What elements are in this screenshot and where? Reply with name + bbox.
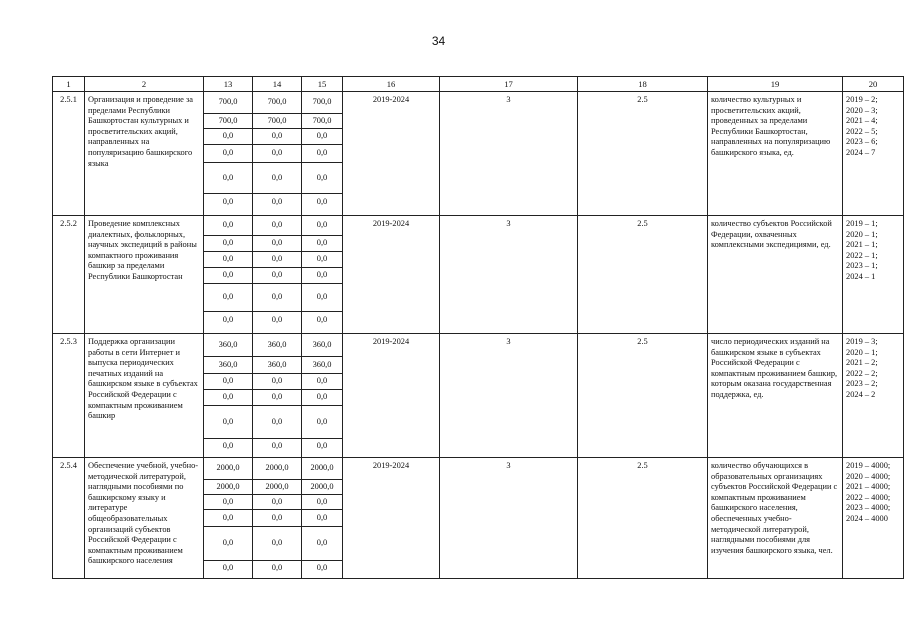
funding-value: 0,0 (302, 526, 342, 560)
funding-value: 700,0 (253, 113, 301, 128)
funding-value: 0,0 (302, 235, 342, 251)
target-line: 2019 – 4000; (846, 461, 891, 470)
target-line: 2024 – 4000 (846, 513, 888, 523)
column-18-value: 2.5 (578, 334, 708, 458)
funding-values (253, 92, 301, 211)
funding-value: 0,0 (204, 251, 252, 267)
funding-values (302, 216, 342, 329)
funding-value: 0,0 (253, 251, 301, 267)
header-cell: 17 (440, 77, 578, 92)
funding-value: 0,0 (204, 494, 252, 509)
funding-value: 0,0 (253, 283, 301, 311)
column-17-value: 3 (440, 92, 578, 216)
funding-value: 0,0 (204, 162, 252, 193)
header-cell: 15 (302, 77, 343, 92)
funding-value: 0,0 (204, 193, 252, 211)
funding-value: 0,0 (204, 235, 252, 251)
funding-value: 2000,0 (253, 479, 301, 494)
row-number: 2.5.1 (53, 92, 85, 216)
implementation-period: 2019-2024 (343, 216, 440, 334)
funding-value: 0,0 (302, 283, 342, 311)
funding-value: 0,0 (302, 311, 342, 329)
target-line: 2020 – 1; (846, 347, 878, 357)
funding-column-13 (204, 458, 253, 579)
funding-value: 360,0 (253, 356, 301, 373)
target-line: 2020 – 4000; (846, 471, 891, 481)
funding-value: 2000,0 (204, 479, 252, 494)
row-number: 2.5.3 (53, 334, 85, 458)
funding-value: 0,0 (204, 144, 252, 162)
target-line: 2022 – 5; (846, 126, 878, 136)
implementation-period: 2019-2024 (343, 458, 440, 579)
target-line: 2021 – 4000; (846, 482, 891, 492)
funding-value: 360,0 (218, 339, 238, 349)
target-line: 2022 – 2; (846, 368, 878, 378)
funding-value: 360,0 (302, 356, 342, 373)
funding-value: 0,0 (302, 251, 342, 267)
funding-value: 0,0 (271, 220, 283, 230)
funding-value: 0,0 (302, 128, 342, 144)
target-line: 2021 – 2; (846, 358, 878, 368)
funding-value: 0,0 (204, 509, 252, 526)
target-line: 2019 – 1; (846, 219, 878, 228)
funding-value: 0,0 (253, 162, 301, 193)
funding-column-13 (204, 92, 253, 216)
funding-value: 360,0 (204, 356, 252, 373)
funding-value: 0,0 (204, 373, 252, 389)
funding-value: 700,0 (302, 113, 342, 128)
funding-values (302, 334, 342, 453)
target-line: 2023 – 4000; (846, 503, 891, 513)
target-line: 2022 – 4000; (846, 492, 891, 502)
funding-value: 0,0 (204, 311, 252, 329)
funding-value: 0,0 (204, 405, 252, 438)
funding-value: 0,0 (302, 438, 342, 453)
funding-value: 0,0 (204, 283, 252, 311)
table-row (53, 334, 904, 458)
funding-value: 2000,0 (310, 463, 334, 473)
header-cell: 16 (343, 77, 440, 92)
funding-value: 0,0 (302, 405, 342, 438)
funding-value: 360,0 (312, 339, 332, 349)
target-line: 2021 – 4; (846, 116, 878, 126)
column-18-value: 2.5 (578, 92, 708, 216)
funding-value: 0,0 (253, 373, 301, 389)
column-17-value: 3 (440, 458, 578, 579)
header-cell: 2 (85, 77, 204, 92)
funding-value: 0,0 (204, 526, 252, 560)
target-line: 2020 – 1; (846, 229, 878, 239)
measure-title: Проведение комплексных диалектных, фольклорных, научных экспедиций в районы компактного проживания башкир за пределами Республики Башкортостан (85, 216, 204, 334)
funding-value: 0,0 (222, 220, 234, 230)
funding-value: 2000,0 (265, 463, 289, 473)
funding-column-13 (204, 216, 253, 334)
funding-value: 700,0 (204, 113, 252, 128)
funding-value: 0,0 (253, 560, 301, 576)
funding-column-15 (302, 92, 343, 216)
funding-values (204, 92, 252, 211)
funding-value: 700,0 (218, 97, 238, 107)
header-cell: 20 (843, 77, 904, 92)
funding-value: 0,0 (204, 389, 252, 405)
funding-value: 0,0 (204, 267, 252, 283)
funding-value: 0,0 (253, 438, 301, 453)
target-values (843, 216, 904, 334)
program-table (52, 76, 904, 579)
funding-value: 0,0 (302, 373, 342, 389)
funding-column-14 (253, 334, 302, 458)
indicator-text: количество обучающихся в образовательных организациях субъектов Российской Федерации с компактным проживанием башкирского населения, обеспеченных учебно-методической литературой, наглядными пособиями для изучения башкирского языка, чел. (708, 458, 843, 579)
page-number: 34 (431, 34, 446, 48)
funding-value: 0,0 (253, 494, 301, 509)
table-row (53, 92, 904, 216)
funding-value: 0,0 (316, 220, 328, 230)
funding-value: 0,0 (253, 526, 301, 560)
funding-value: 0,0 (253, 389, 301, 405)
header-cell: 14 (253, 77, 302, 92)
funding-values (204, 216, 252, 329)
column-17-value: 3 (440, 334, 578, 458)
target-line: 2022 – 1; (846, 250, 878, 260)
funding-value: 0,0 (302, 267, 342, 283)
header-cell: 13 (204, 77, 253, 92)
funding-column-14 (253, 216, 302, 334)
column-17-value: 3 (440, 216, 578, 334)
column-18-value: 2.5 (578, 216, 708, 334)
target-line: 2023 – 2; (846, 379, 878, 389)
header-row (53, 77, 904, 92)
funding-value: 700,0 (312, 97, 332, 107)
target-line: 2019 – 3; (846, 337, 878, 346)
funding-values (204, 334, 252, 453)
funding-values (302, 458, 342, 576)
indicator-text: количество субъектов Российской Федерации, охваченных комплексными экспедициями, ед. (708, 216, 843, 334)
funding-value: 2000,0 (216, 463, 240, 473)
target-line: 2023 – 6; (846, 137, 878, 147)
target-line: 2024 – 2 (846, 389, 876, 399)
indicator-text: число периодических изданий на башкирском языке в субъектах Российской Федерации с компактным проживанием башкир, которым оказана государственная поддержка, ед. (708, 334, 843, 458)
indicator-text: количество культурных и просветительских акций, проведенных за пределами Республики Башкортостан, направленных на популяризацию башкирского языка, ед. (708, 92, 843, 216)
funding-column-13 (204, 334, 253, 458)
header-cell: 1 (53, 77, 85, 92)
funding-column-15 (302, 334, 343, 458)
target-line: 2021 – 1; (846, 240, 878, 250)
funding-value: 0,0 (253, 128, 301, 144)
funding-column-15 (302, 458, 343, 579)
row-number: 2.5.2 (53, 216, 85, 334)
funding-value: 0,0 (302, 162, 342, 193)
funding-value: 0,0 (302, 144, 342, 162)
header-cell: 19 (708, 77, 843, 92)
target-values (843, 458, 904, 579)
target-values (843, 334, 904, 458)
funding-value: 2000,0 (302, 479, 342, 494)
funding-value: 0,0 (302, 389, 342, 405)
funding-value: 0,0 (253, 509, 301, 526)
implementation-period: 2019-2024 (343, 92, 440, 216)
funding-value: 0,0 (204, 438, 252, 453)
target-line: 2019 – 2; (846, 95, 878, 104)
funding-column-15 (302, 216, 343, 334)
funding-values (204, 458, 252, 576)
funding-value: 0,0 (253, 311, 301, 329)
funding-value: 0,0 (302, 193, 342, 211)
row-number: 2.5.4 (53, 458, 85, 579)
measure-title: Поддержка организации работы в сети Интернет и выпуска периодических печатных изданий на башкирском языке в субъектах Российской Федерации с компактным проживанием башкир (85, 334, 204, 458)
funding-value: 0,0 (204, 560, 252, 576)
target-line: 2020 – 3; (846, 105, 878, 115)
funding-value: 0,0 (302, 509, 342, 526)
funding-column-14 (253, 458, 302, 579)
funding-value: 0,0 (302, 560, 342, 576)
measure-title: Организация и проведение за пределами Республики Башкортостан культурных и просветительских акций, направленных на популяризацию башкирского языка (85, 92, 204, 216)
measure-title: Обеспечение учебной, учебно-методической литературой, наглядными пособиями по башкирскому языку и литературе общеобразовательных организаций субъектов Российской Федерации с компактным проживанием башкирского населения (85, 458, 204, 579)
funding-value: 0,0 (204, 128, 252, 144)
funding-values (253, 458, 301, 576)
funding-value: 0,0 (302, 494, 342, 509)
funding-value: 0,0 (253, 405, 301, 438)
funding-values (253, 334, 301, 453)
funding-value: 0,0 (253, 267, 301, 283)
column-18-value: 2.5 (578, 458, 708, 579)
target-values (843, 92, 904, 216)
table-row (53, 458, 904, 579)
target-line: 2023 – 1; (846, 261, 878, 271)
target-line: 2024 – 7 (846, 147, 876, 157)
implementation-period: 2019-2024 (343, 334, 440, 458)
funding-value: 0,0 (253, 144, 301, 162)
header-cell: 18 (578, 77, 708, 92)
funding-value: 360,0 (267, 339, 287, 349)
funding-column-14 (253, 92, 302, 216)
funding-values (253, 216, 301, 329)
funding-value: 700,0 (267, 97, 287, 107)
funding-value: 0,0 (253, 193, 301, 211)
funding-value: 0,0 (253, 235, 301, 251)
table-row (53, 216, 904, 334)
funding-values (302, 92, 342, 211)
target-line: 2024 – 1 (846, 271, 876, 281)
